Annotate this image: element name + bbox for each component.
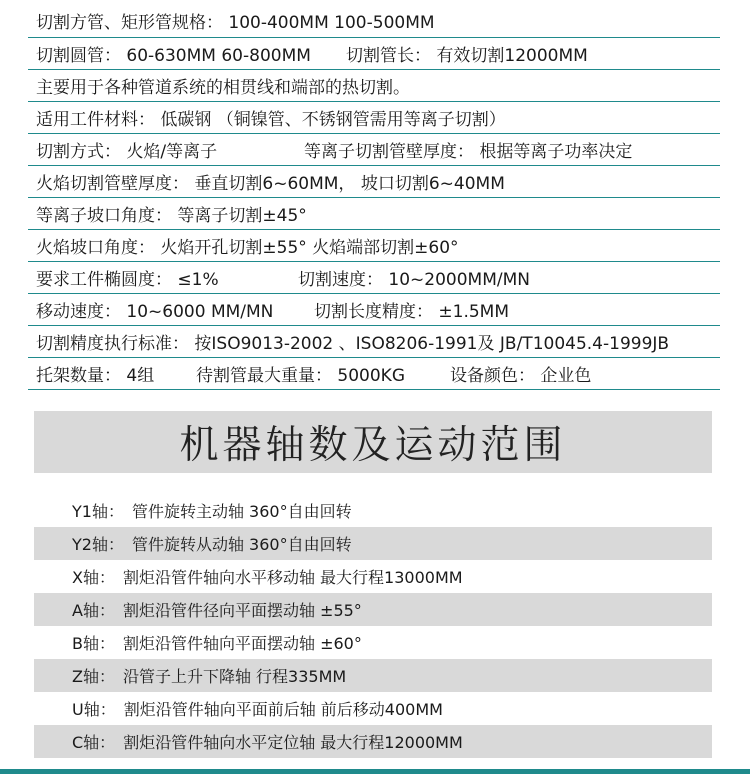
- spec-text: 适用工件材料： 低碳钢 （铜镍管、不锈钢管需用等离子切割）: [36, 110, 506, 130]
- axis-row: [34, 527, 712, 560]
- axis-name: Y2轴：: [72, 535, 124, 554]
- axis-desc: 管件旋转从动轴 360°自由回转: [131, 535, 352, 554]
- axis-desc: 割炬沿管件轴向平面前后轴 前后移动400MM: [123, 700, 443, 719]
- axis-name: B轴：: [72, 634, 115, 653]
- axis-row: [34, 659, 712, 692]
- axis-desc: 沿管子上升下降轴 行程335MM: [122, 667, 347, 686]
- spec-row: [28, 294, 720, 326]
- spec-text: 切割管长： 有效切割12000MM: [346, 46, 588, 66]
- axis-section-title: 机器轴数及运动范围: [34, 411, 712, 473]
- axis-name: A轴：: [72, 601, 115, 620]
- spec-text: 托架数量： 4组: [36, 366, 155, 386]
- spec-text: 切割方管、矩形管规格： 100-400MM 100-500MM: [36, 13, 435, 33]
- spec-row: [28, 70, 720, 102]
- axis-desc: 割炬沿管件轴向平面摆动轴 ±60°: [122, 634, 362, 653]
- spec-text: 切割精度执行标准： 按ISO9013-2002 、ISO8206-1991及 JB/T10045.4-1999JB: [36, 334, 670, 354]
- axis-name: C轴：: [72, 733, 116, 752]
- axis-name: U轴：: [72, 700, 116, 719]
- spec-row: [28, 134, 720, 166]
- axis-name: X轴：: [72, 568, 115, 587]
- spec-row: [28, 102, 720, 134]
- axis-row: [34, 494, 712, 527]
- spec-text: 火焰切割管壁厚度： 垂直切割6~60MM， 坡口切割6~40MM: [36, 174, 505, 194]
- spec-row: [28, 326, 720, 358]
- axis-row: [34, 692, 712, 725]
- spec-list: [28, 0, 720, 390]
- axis-row: [34, 626, 712, 659]
- axis-row: [34, 725, 712, 758]
- axis-name: Y1轴：: [72, 502, 124, 521]
- axis-list: [34, 494, 712, 758]
- spec-text: 移动速度： 10~6000 MM/MN: [36, 302, 274, 322]
- bottom-accent-bar: [0, 769, 750, 774]
- axis-desc: 割炬沿管件轴向水平移动轴 最大行程13000MM: [122, 568, 463, 587]
- axis-desc: 割炬沿管件径向平面摆动轴 ±55°: [122, 601, 362, 620]
- spec-text: 要求工件椭圆度： ≤1%: [36, 270, 219, 290]
- spec-text: 切割速度： 10~2000MM/MN: [298, 270, 530, 290]
- spec-row: [28, 38, 720, 70]
- spec-text: 设备颜色： 企业色: [450, 366, 592, 386]
- axis-row: [34, 593, 712, 626]
- spec-text: 切割方式： 火焰/等离子: [36, 142, 218, 162]
- spec-row: [28, 198, 720, 230]
- axis-row: [34, 560, 712, 593]
- spec-text: 等离子坡口角度： 等离子切割±45°: [36, 206, 307, 226]
- spec-text: 切割圆管： 60-630MM 60-800MM: [36, 46, 311, 66]
- axis-desc: 割炬沿管件轴向水平定位轴 最大行程12000MM: [123, 733, 463, 752]
- spec-text: 等离子切割管壁厚度： 根据等离子功率决定: [304, 142, 633, 162]
- spec-row: [28, 166, 720, 198]
- spec-text: 火焰坡口角度： 火焰开孔切割±55° 火焰端部切割±60°: [36, 238, 459, 258]
- axis-name: Z轴：: [72, 667, 115, 686]
- spec-text: 主要用于各种管道系统的相贯线和端部的热切割。: [36, 78, 410, 98]
- spec-row: [28, 230, 720, 262]
- spec-text: 待割管最大重量： 5000KG: [196, 366, 405, 386]
- spec-row: [28, 358, 720, 390]
- spec-text: 切割长度精度： ±1.5MM: [314, 302, 510, 322]
- spec-row: [28, 262, 720, 294]
- axis-desc: 管件旋转主动轴 360°自由回转: [131, 502, 352, 521]
- spec-row: [28, 0, 720, 38]
